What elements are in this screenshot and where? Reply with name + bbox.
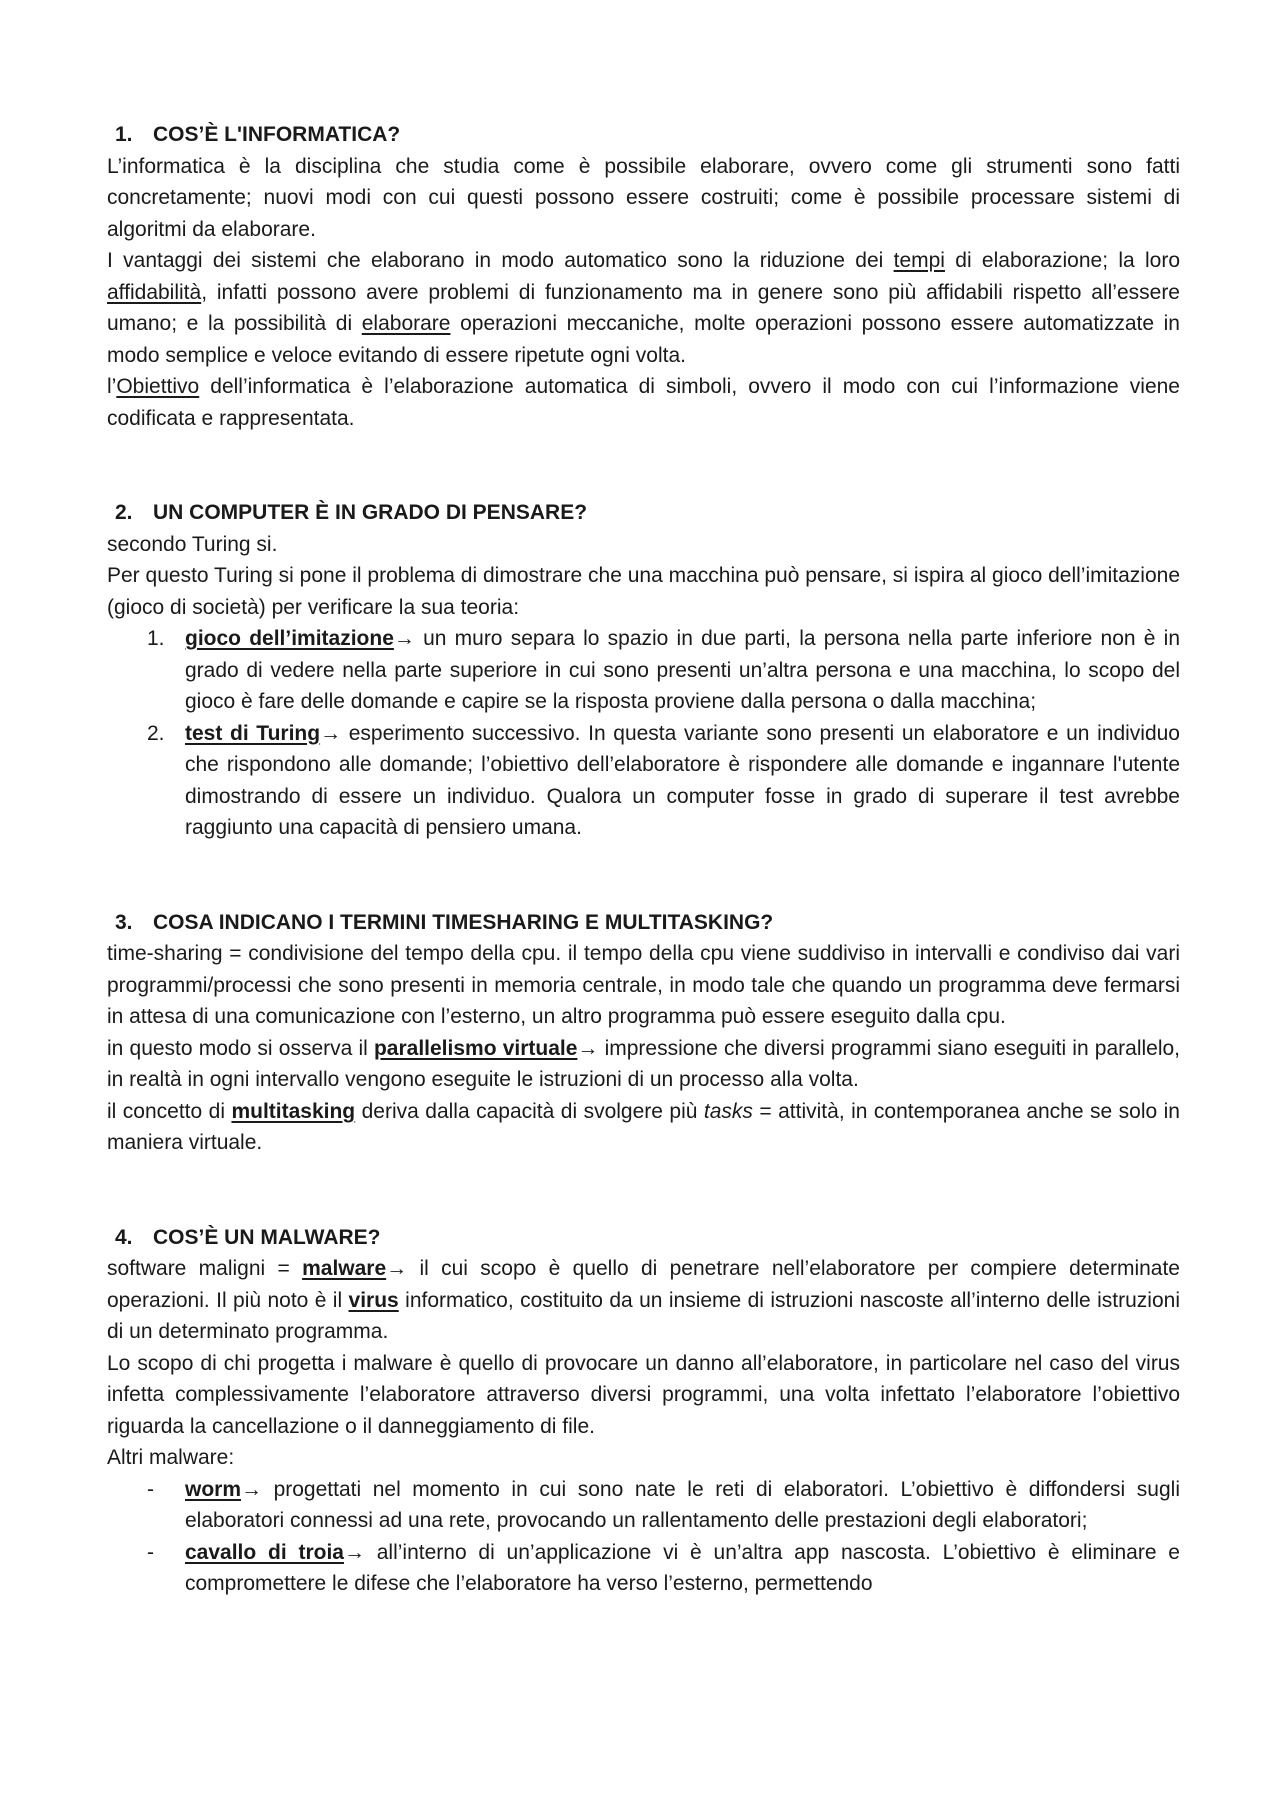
- list-marker: 1.: [147, 627, 165, 650]
- arrow-symbol: →: [577, 1036, 599, 1060]
- section-title: COS’È L'INFORMATICA?: [153, 123, 401, 146]
- paragraph: secondo Turing si.: [107, 532, 278, 556]
- document-page: [107, 119, 1180, 1600]
- text-run: I vantaggi dei sistemi che elaborano in modo automatico sono la riduzione dei: [107, 249, 894, 272]
- arrow-symbol: →: [320, 721, 342, 745]
- text-run: dell’informatica è l’elaborazione automatica di simboli, ovvero il modo con cui l’informazione viene codificata e rappresentata.: [107, 375, 1180, 430]
- list-marker: 2.: [147, 721, 165, 745]
- arrow-symbol: →: [343, 1540, 365, 1564]
- section-4: [107, 1222, 1180, 1600]
- paragraph: L’informatica è la disciplina che studia come è possibile elaborare, ovvero come gli strumenti sono fatti concretamente; nuovi modi con cui questi possono essere costruiti; come è possibile processare sistemi di algoritmi da elaborare.: [107, 154, 1180, 241]
- arrow-symbol: →: [386, 1257, 408, 1280]
- section-heading: [115, 1222, 1180, 1254]
- paragraph: [107, 1096, 1180, 1159]
- section-heading: [115, 119, 1180, 151]
- text-run: impressione che diversi programmi siano eseguiti in parallelo, in realtà in ogni intervallo vengono eseguite le istruzioni di un processo alla volta.: [107, 1036, 1181, 1091]
- section-number: 1.: [115, 123, 133, 146]
- text-run: software maligni =: [107, 1257, 303, 1280]
- section-spacer: [107, 844, 1180, 907]
- text-run: di elaborazione; la loro: [944, 249, 1181, 272]
- paragraph: [107, 371, 1180, 434]
- keyword-bold-underlined: parallelismo virtuale: [373, 1036, 578, 1060]
- text-run: operazioni meccaniche, molte operazioni possono essere automatizzate in modo semplice e veloce evitando di essere ripetute ogni volta.: [107, 312, 1180, 367]
- list-term: test di Turing: [185, 721, 321, 745]
- arrow-symbol: →: [393, 627, 415, 650]
- paragraph: [107, 1033, 1180, 1096]
- paragraph: time-sharing = condivisione del tempo della cpu. il tempo della cpu viene suddiviso in intervalli e condiviso dai vari programmi/processi che sono presenti in memoria centrale, in modo tale che quando un programma deve fermarsi in attesa di una comunicazione con l’esterno, un altro programma può essere eseguito dalla cpu.: [107, 942, 1180, 1028]
- section-title: UN COMPUTER È IN GRADO DI PENSARE?: [153, 501, 588, 524]
- text-run: , infatti possono avere problemi di funzionamento ma in genere sono più affidabili rispetto all’essere umano; e la possibilità di: [107, 280, 1180, 335]
- keyword-underlined: tempi: [893, 249, 945, 272]
- section-number: 2.: [115, 501, 133, 524]
- text-run: il cui scopo è quello di penetrare nell’elaboratore per compiere determinate operazioni. Il più noto è il: [107, 1257, 1180, 1312]
- dash-list: [107, 1474, 1180, 1600]
- keyword-bold-underlined: malware: [302, 1257, 387, 1280]
- section-3: [107, 907, 1180, 1159]
- section-1: [107, 119, 1180, 434]
- list-text: progettati nel momento in cui sono nate le reti di elaboratori. L’obiettivo è diffondersi sugli elaboratori connessi ad una rete, provocando un rallentamento delle prestazioni degli elaboratori;: [185, 1477, 1180, 1532]
- list-marker: -: [147, 1477, 154, 1501]
- section-heading: [115, 497, 1180, 529]
- list-term: gioco dell’imitazione: [185, 627, 394, 650]
- text-run: l’: [107, 375, 117, 398]
- list-item: [107, 718, 1180, 844]
- section-number: 4.: [115, 1225, 133, 1249]
- section-spacer: [107, 434, 1180, 497]
- section-heading: [115, 907, 1180, 939]
- keyword-bold-underlined: virus: [348, 1288, 399, 1312]
- paragraph: Lo scopo di chi progetta i malware è quello di provocare un danno all’elaboratore, in particolare nel caso del virus infetta complessivamente l’elaboratore attraverso diversi programmi, una volta infettato l’elaboratore l’obiettivo riguarda la cancellazione o il danneggiamento di file.: [107, 1351, 1180, 1438]
- keyword-underlined: Obiettivo: [116, 375, 200, 398]
- keyword-italic: tasks: [703, 1099, 753, 1123]
- list-term: worm: [185, 1477, 242, 1501]
- section-number: 3.: [115, 910, 133, 934]
- list-marker: -: [147, 1540, 154, 1564]
- list-item: [107, 1474, 1180, 1537]
- list-item: [107, 1537, 1180, 1600]
- list-item: [107, 623, 1180, 718]
- list-term: cavallo di troia: [185, 1540, 344, 1564]
- arrow-symbol: →: [241, 1477, 263, 1501]
- keyword-bold-underlined: multitasking: [231, 1099, 356, 1123]
- paragraph: Per questo Turing si pone il problema di dimostrare che una macchina può pensare, si ispira al gioco dell’imitazione (gioco di società) per verificare la sua teoria:: [107, 564, 1180, 619]
- section-title: COSA INDICANO I TERMINI TIMESHARING E MULTITASKING?: [153, 910, 774, 934]
- section-2: [107, 497, 1180, 844]
- paragraph: Altri malware:: [107, 1446, 235, 1469]
- keyword-underlined: affidabilità: [107, 280, 202, 304]
- paragraph: [107, 1253, 1180, 1348]
- section-title: COS’È UN MALWARE?: [153, 1225, 381, 1249]
- numbered-list: [107, 623, 1180, 844]
- text-run: = attività, in contemporanea anche se solo in maniera virtuale.: [107, 1099, 1180, 1154]
- list-text: esperimento successivo. In questa variante sono presenti un elaboratore e un individuo che rispondono alle domande; l’obiettivo dell’elaboratore è rispondere alle domande e ingannare l'utente dimostrando di essere un individuo. Qualora un computer fosse in grado di superare il test avrebbe raggiunto una capacità di pensiero umana.: [185, 721, 1180, 839]
- text-run: il concetto di: [107, 1099, 232, 1123]
- paragraph: [107, 245, 1180, 371]
- text-run: informatico, costituito da un insieme di istruzioni nascoste all’interno delle istruzioni di un determinato programma.: [107, 1288, 1180, 1343]
- text-run: deriva dalla capacità di svolgere più: [355, 1099, 704, 1123]
- keyword-underlined: elaborare: [361, 312, 451, 335]
- text-run: in questo modo si osserva il: [107, 1036, 374, 1060]
- list-text: all’interno di un’applicazione vi è un’altra app nascosta. L’obiettivo è eliminare e compromettere le difese che l’elaboratore ha verso l’esterno, permettendo: [185, 1540, 1180, 1595]
- list-text: un muro separa lo spazio in due parti, la persona nella parte inferiore non è in grado di vedere nella parte superiore in cui sono presenti un’altra persona e una macchina, lo scopo del gioco è fare delle domande e capire se la risposta proviene dalla persona o dalla macchina;: [185, 627, 1180, 713]
- section-spacer: [107, 1159, 1180, 1222]
